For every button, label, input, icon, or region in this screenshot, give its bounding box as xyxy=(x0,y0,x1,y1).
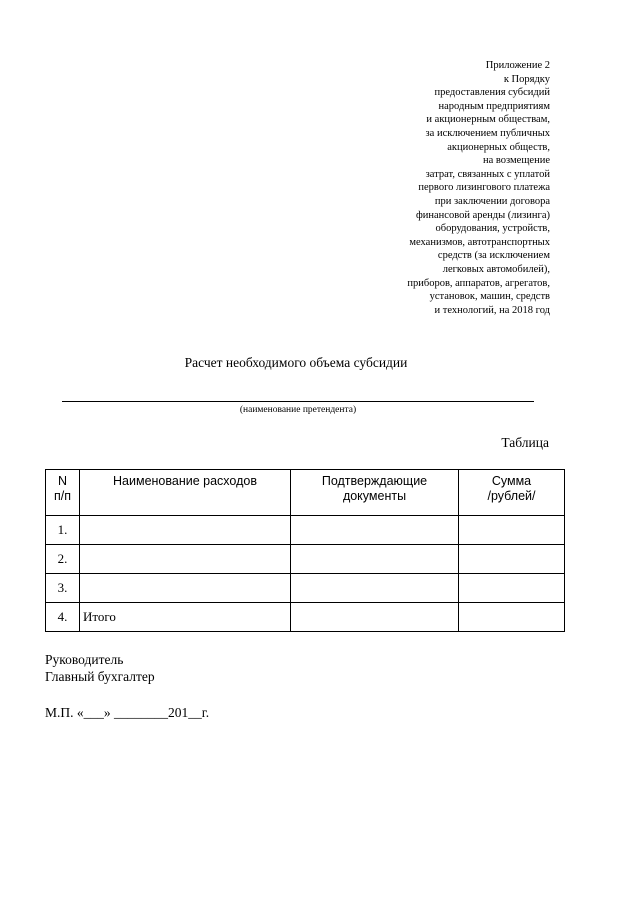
appendix-line: легковых автомобилей), xyxy=(442,263,550,275)
total-label-cell: Итого xyxy=(80,603,291,632)
header-documents-line2: документы xyxy=(342,489,407,503)
documents-cell[interactable] xyxy=(291,545,459,574)
header-number-line1: N xyxy=(57,474,68,488)
applicant-caption: (наименование претендента) xyxy=(239,405,357,415)
documents-cell[interactable] xyxy=(291,516,459,545)
header-number xyxy=(46,470,80,516)
table-label: Таблица xyxy=(501,435,549,450)
table-row-total xyxy=(46,603,565,632)
header-amount-line2: /рублей/ xyxy=(487,489,536,503)
header-amount xyxy=(459,470,565,516)
head-signature-label: Руководитель xyxy=(45,652,124,667)
subsidy-calculation-table xyxy=(45,469,565,632)
appendix-line: механизмов, автотранспортных xyxy=(409,236,550,248)
appendix-line: первого лизингового платежа xyxy=(418,182,550,194)
applicant-name-line[interactable] xyxy=(62,401,534,402)
row-number: 2. xyxy=(46,545,80,574)
appendix-line: при заключении договора xyxy=(434,195,550,207)
appendix-line: установок, машин, средств xyxy=(429,291,550,303)
appendix-line: Приложение 2 xyxy=(485,60,550,71)
appendix-line: акционерных обществ, xyxy=(447,141,550,153)
header-amount-line1: Сумма xyxy=(491,474,532,488)
documents-cell[interactable] xyxy=(291,574,459,603)
amount-cell[interactable] xyxy=(459,574,565,603)
chief-accountant-signature-label: Главный бухгалтер xyxy=(45,669,155,684)
amount-cell[interactable] xyxy=(459,516,565,545)
expense-name-cell[interactable] xyxy=(80,545,291,574)
appendix-line: оборудования, устройств, xyxy=(435,223,550,235)
appendix-line: затрат, связанных с уплатой xyxy=(425,168,550,180)
table-header-row xyxy=(46,470,565,516)
appendix-line: к Порядку xyxy=(503,73,550,85)
appendix-line: приборов, аппаратов, агрегатов, xyxy=(407,277,550,289)
appendix-line: народным предприятиям xyxy=(438,100,550,112)
appendix-line: предоставления субсидий xyxy=(434,87,550,99)
total-amount-cell[interactable] xyxy=(459,603,565,632)
appendix-line: финансовой аренды (лизинга) xyxy=(415,209,550,221)
header-documents-line1: Подтверждающие xyxy=(321,474,428,488)
header-expense-name-text: Наименование расходов xyxy=(113,474,257,488)
table-row xyxy=(46,545,565,574)
signature-block xyxy=(45,651,155,685)
appendix-line: и акционерным обществам, xyxy=(426,114,550,126)
stamp-date-line: М.П. «___» ________201__г. xyxy=(45,705,210,720)
appendix-line: на возмещение xyxy=(483,155,550,167)
amount-cell[interactable] xyxy=(459,545,565,574)
table-row xyxy=(46,574,565,603)
row-number: 1. xyxy=(46,516,80,545)
row-number: 3. xyxy=(46,574,80,603)
header-supporting-documents xyxy=(291,470,459,516)
expense-name-cell[interactable] xyxy=(80,516,291,545)
appendix-line: средств (за исключением xyxy=(437,250,550,262)
row-number: 4. xyxy=(46,603,80,632)
appendix-header xyxy=(310,59,550,317)
documents-cell[interactable] xyxy=(291,603,459,632)
header-number-line2: п/п xyxy=(53,489,71,503)
table-row xyxy=(46,516,565,545)
appendix-line: и технологий, на 2018 год xyxy=(434,304,550,316)
document-title: Расчет необходимого объема субсидии xyxy=(184,355,408,370)
appendix-line: за исключением публичных xyxy=(425,127,550,139)
expense-name-cell[interactable] xyxy=(80,574,291,603)
header-expense-name xyxy=(80,470,291,516)
